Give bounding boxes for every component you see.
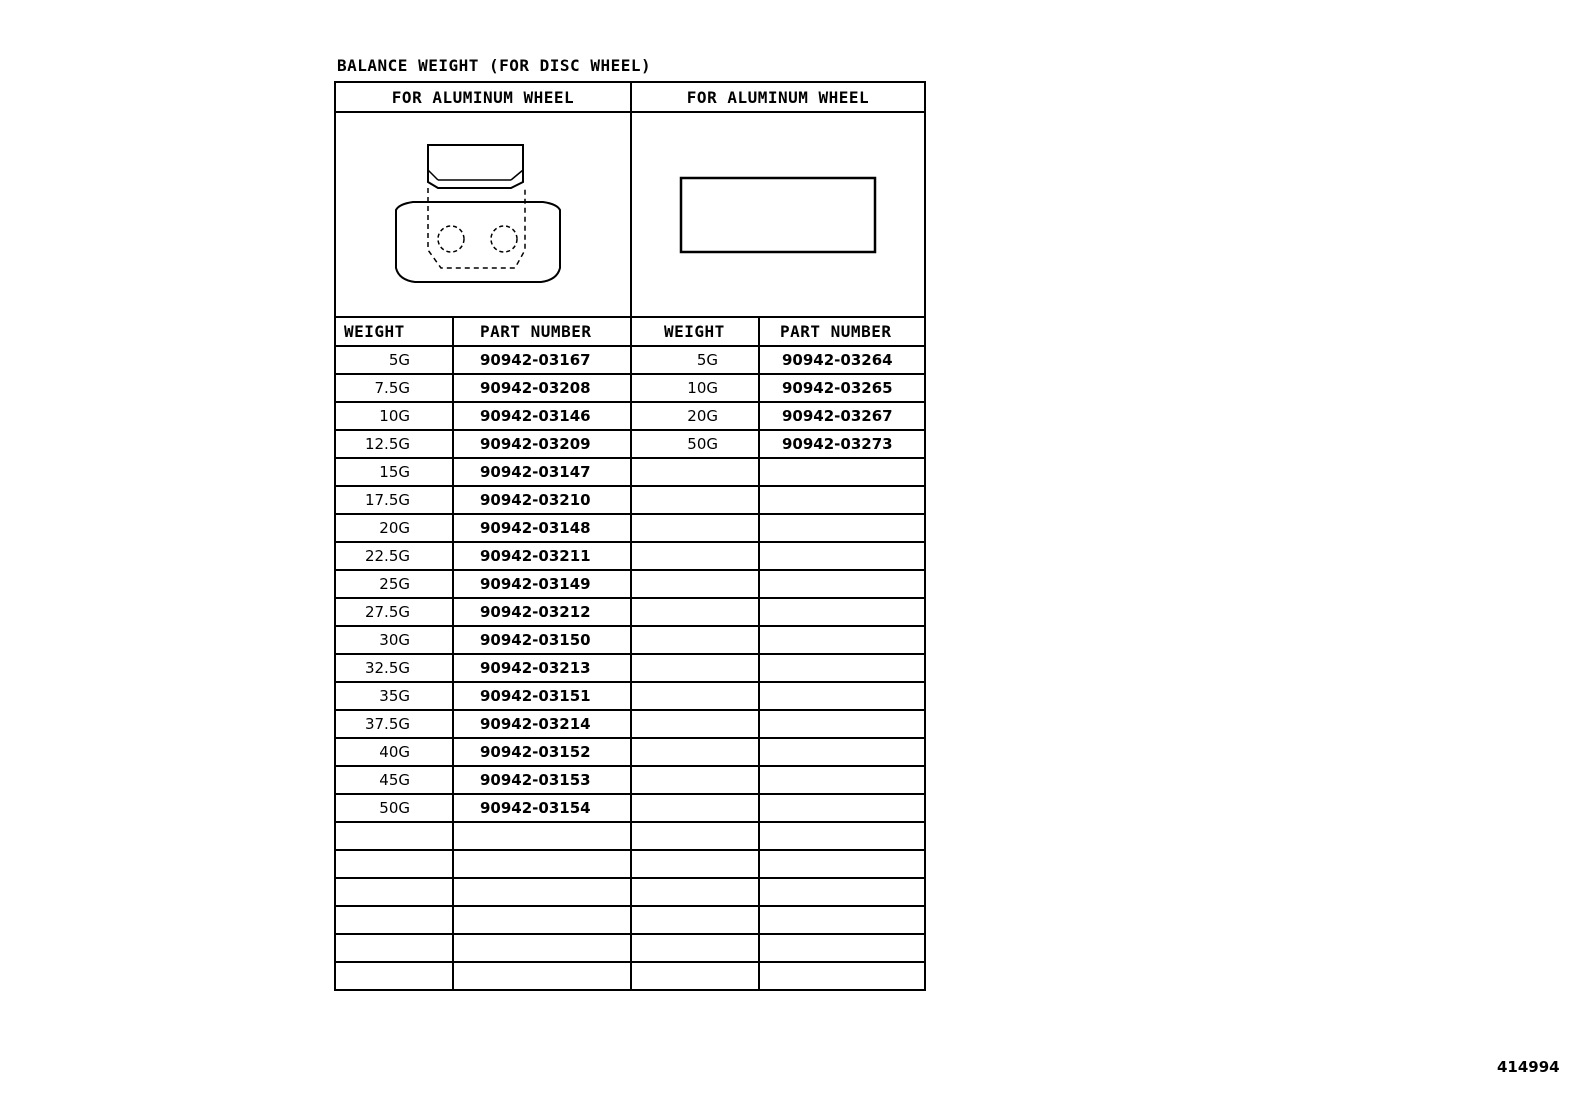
left-panel-header: FOR ALUMINUM WHEEL [335,82,631,112]
right-part-number-cell [759,542,925,570]
right-part-number-cell [759,486,925,514]
table-row [335,682,925,710]
right-weight-cell [631,934,759,962]
left-weight-cell: 17.5G [335,486,453,514]
right-part-number-cell [759,682,925,710]
adhesive-weight-drawing [673,170,883,260]
left-weight-cell [335,934,453,962]
right-weight-cell [631,710,759,738]
left-part-number-cell: 90942-03152 [453,738,631,766]
table-row [335,710,925,738]
left-weight-cell: 35G [335,682,453,710]
left-weight-cell [335,850,453,878]
left-weight-cell: 30G [335,626,453,654]
right-weight-cell [631,962,759,990]
left-part-number-cell: 90942-03150 [453,626,631,654]
left-part-number-cell: 90942-03149 [453,570,631,598]
right-weight-cell [631,514,759,542]
right-part-number-cell [759,626,925,654]
left-weight-cell: 20G [335,514,453,542]
right-part-number-cell [759,654,925,682]
left-weight-cell [335,962,453,990]
left-weight-cell: 15G [335,458,453,486]
left-weight-cell [335,822,453,850]
left-part-number-cell: 90942-03212 [453,598,631,626]
left-part-number-cell [453,962,631,990]
right-part-number-cell: 90942-03265 [759,374,925,402]
table-row [335,906,925,934]
left-weight-cell: 10G [335,402,453,430]
right-part-number-cell: 90942-03264 [759,346,925,374]
right-weight-cell: 10G [631,374,759,402]
right-weight-cell [631,878,759,906]
right-part-number-cell [759,822,925,850]
left-col-part-header: PART NUMBER [453,317,631,346]
right-weight-cell [631,738,759,766]
left-part-number-cell [453,878,631,906]
left-col-weight-header: WEIGHT [335,317,453,346]
left-part-number-cell [453,822,631,850]
table-row [335,962,925,990]
left-weight-cell: 7.5G [335,374,453,402]
left-part-number-cell: 90942-03211 [453,542,631,570]
table-row [335,598,925,626]
table-row [335,850,925,878]
left-weight-cell: 45G [335,766,453,794]
left-part-number-cell: 90942-03151 [453,682,631,710]
right-part-number-cell [759,766,925,794]
table-row [335,402,925,430]
left-weight-cell: 12.5G [335,430,453,458]
left-part-number-cell: 90942-03210 [453,486,631,514]
left-part-number-cell: 90942-03214 [453,710,631,738]
right-part-number-cell [759,794,925,822]
right-weight-cell [631,626,759,654]
left-part-number-cell: 90942-03154 [453,794,631,822]
left-part-number-cell: 90942-03153 [453,766,631,794]
right-part-number-cell [759,934,925,962]
right-part-number-cell [759,738,925,766]
right-weight-cell [631,850,759,878]
table-row [335,934,925,962]
right-col-weight-header: WEIGHT [631,317,759,346]
table-row [335,738,925,766]
right-part-number-cell [759,962,925,990]
left-weight-cell: 40G [335,738,453,766]
left-weight-cell: 5G [335,346,453,374]
left-part-number-cell: 90942-03147 [453,458,631,486]
left-part-number-cell [453,850,631,878]
left-part-number-cell: 90942-03146 [453,402,631,430]
figure-id: 414994 [1497,1058,1560,1076]
table-row [335,878,925,906]
table-row [335,346,925,374]
left-weight-cell: 27.5G [335,598,453,626]
right-weight-cell [631,542,759,570]
table-row [335,626,925,654]
table-row [335,794,925,822]
left-part-number-cell: 90942-03167 [453,346,631,374]
left-part-number-cell: 90942-03209 [453,430,631,458]
right-part-number-cell [759,458,925,486]
right-weight-cell [631,654,759,682]
right-weight-cell [631,486,759,514]
table-row [335,570,925,598]
right-illustration-cell [631,112,925,317]
table-row [335,542,925,570]
right-weight-cell [631,906,759,934]
table-row [335,486,925,514]
right-part-number-cell [759,598,925,626]
right-weight-cell [631,598,759,626]
right-weight-cell: 5G [631,346,759,374]
balance-weight-table [334,81,926,991]
right-part-number-cell [759,514,925,542]
right-panel-header: FOR ALUMINUM WHEEL [631,82,925,112]
right-part-number-cell: 90942-03273 [759,430,925,458]
right-col-part-header: PART NUMBER [759,317,925,346]
right-weight-cell [631,458,759,486]
table-row [335,374,925,402]
left-weight-cell [335,906,453,934]
left-weight-cell [335,878,453,906]
table-body [335,346,925,990]
right-part-number-cell [759,906,925,934]
table-row [335,458,925,486]
right-weight-cell [631,822,759,850]
table-row [335,766,925,794]
left-part-number-cell: 90942-03208 [453,374,631,402]
left-illustration-cell [335,112,631,317]
table-row [335,654,925,682]
left-part-number-cell: 90942-03148 [453,514,631,542]
right-part-number-cell [759,878,925,906]
left-part-number-cell [453,934,631,962]
left-weight-cell: 50G [335,794,453,822]
right-part-number-cell [759,850,925,878]
table-row [335,514,925,542]
left-part-number-cell: 90942-03213 [453,654,631,682]
table-row [335,822,925,850]
table-row [335,430,925,458]
right-weight-cell: 50G [631,430,759,458]
left-part-number-cell [453,906,631,934]
right-part-number-cell [759,710,925,738]
document-title: BALANCE WEIGHT (FOR DISC WHEEL) [337,56,652,75]
right-weight-cell [631,794,759,822]
left-weight-cell: 32.5G [335,654,453,682]
right-weight-cell [631,766,759,794]
left-weight-cell: 37.5G [335,710,453,738]
right-weight-cell: 20G [631,402,759,430]
left-weight-cell: 25G [335,570,453,598]
right-weight-cell [631,570,759,598]
clip-on-weight-drawing [393,140,573,290]
left-weight-cell: 22.5G [335,542,453,570]
right-part-number-cell [759,570,925,598]
right-part-number-cell: 90942-03267 [759,402,925,430]
right-weight-cell [631,682,759,710]
